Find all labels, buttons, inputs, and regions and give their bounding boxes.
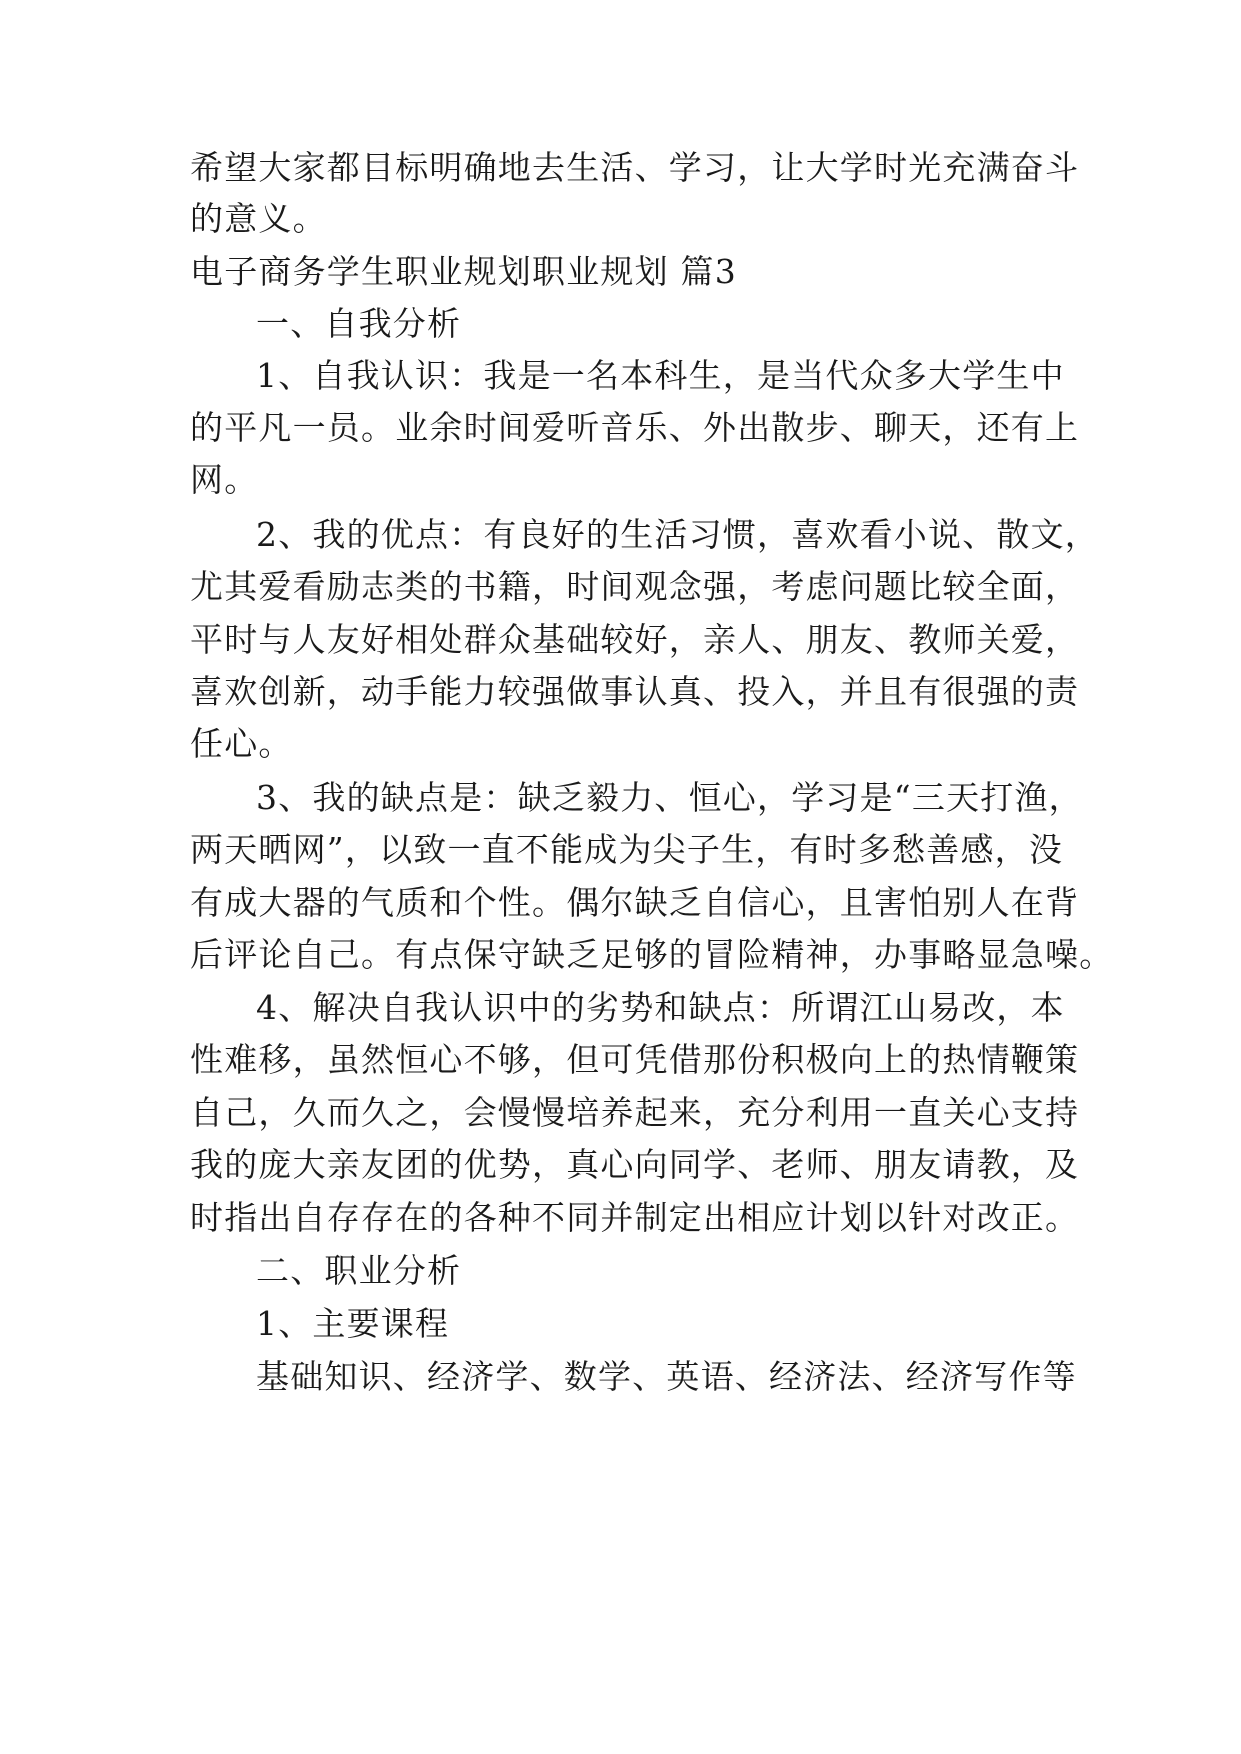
section-heading: 一、自我分析: [256, 304, 462, 343]
body-line: 尤其爱看励志类的书籍，时间观念强，考虑问题比较全面，: [190, 567, 1080, 606]
body-line: 时指出自存存在的各种不同并制定出相应计划以针对改正。: [190, 1198, 1080, 1237]
section-heading: 二、职业分析: [256, 1251, 462, 1290]
body-line: 我的庞大亲友团的优势，真心向同学、老师、朋友请教，及: [190, 1145, 1080, 1184]
body-line: 网。: [190, 460, 259, 499]
body-line: 的意义。: [190, 199, 327, 238]
body-line: 两天晒网”，以致一直不能成为尖子生，有时多愁善感，没: [190, 830, 1064, 869]
body-line: 2、我的优点：有良好的生活习惯，喜欢看小说、散文，: [256, 515, 1099, 554]
subsection-heading: 1、主要课程: [256, 1304, 450, 1343]
body-line: 自己，久而久之，会慢慢培养起来，充分利用一直关心支持: [190, 1093, 1080, 1132]
body-line: 4、解决自我认识中的劣势和缺点：所谓江山易改，本: [256, 988, 1065, 1027]
body-line: 希望大家都目标明确地去生活、学习，让大学时光充满奋斗: [190, 148, 1080, 187]
body-line: 的平凡一员。业余时间爱听音乐、外出散步、聊天，还有上: [190, 408, 1080, 447]
body-line: 基础知识、经济学、数学、英语、经济法、经济写作等: [256, 1357, 1077, 1396]
body-line: 1、自我认识：我是一名本科生，是当代众多大学生中: [256, 356, 1065, 395]
body-line: 后评论自己。有点保守缺乏足够的冒险精神，办事略显急噪。: [190, 935, 1114, 974]
section-title: 电子商务学生职业规划职业规划 篇3: [190, 252, 737, 291]
body-line: 喜欢创新，动手能力较强做事认真、投入，并且有很强的责: [190, 672, 1080, 711]
body-line: 3、我的缺点是：缺乏毅力、恒心，学习是“三天打渔，: [256, 778, 1083, 817]
body-line: 有成大器的气质和个性。偶尔缺乏自信心，且害怕别人在背: [190, 883, 1080, 922]
body-line: 性难移，虽然恒心不够，但可凭借那份积极向上的热情鞭策: [190, 1040, 1080, 1079]
body-line: 任心。: [190, 724, 293, 763]
body-line: 平时与人友好相处群众基础较好，亲人、朋友、教师关爱，: [190, 620, 1080, 659]
